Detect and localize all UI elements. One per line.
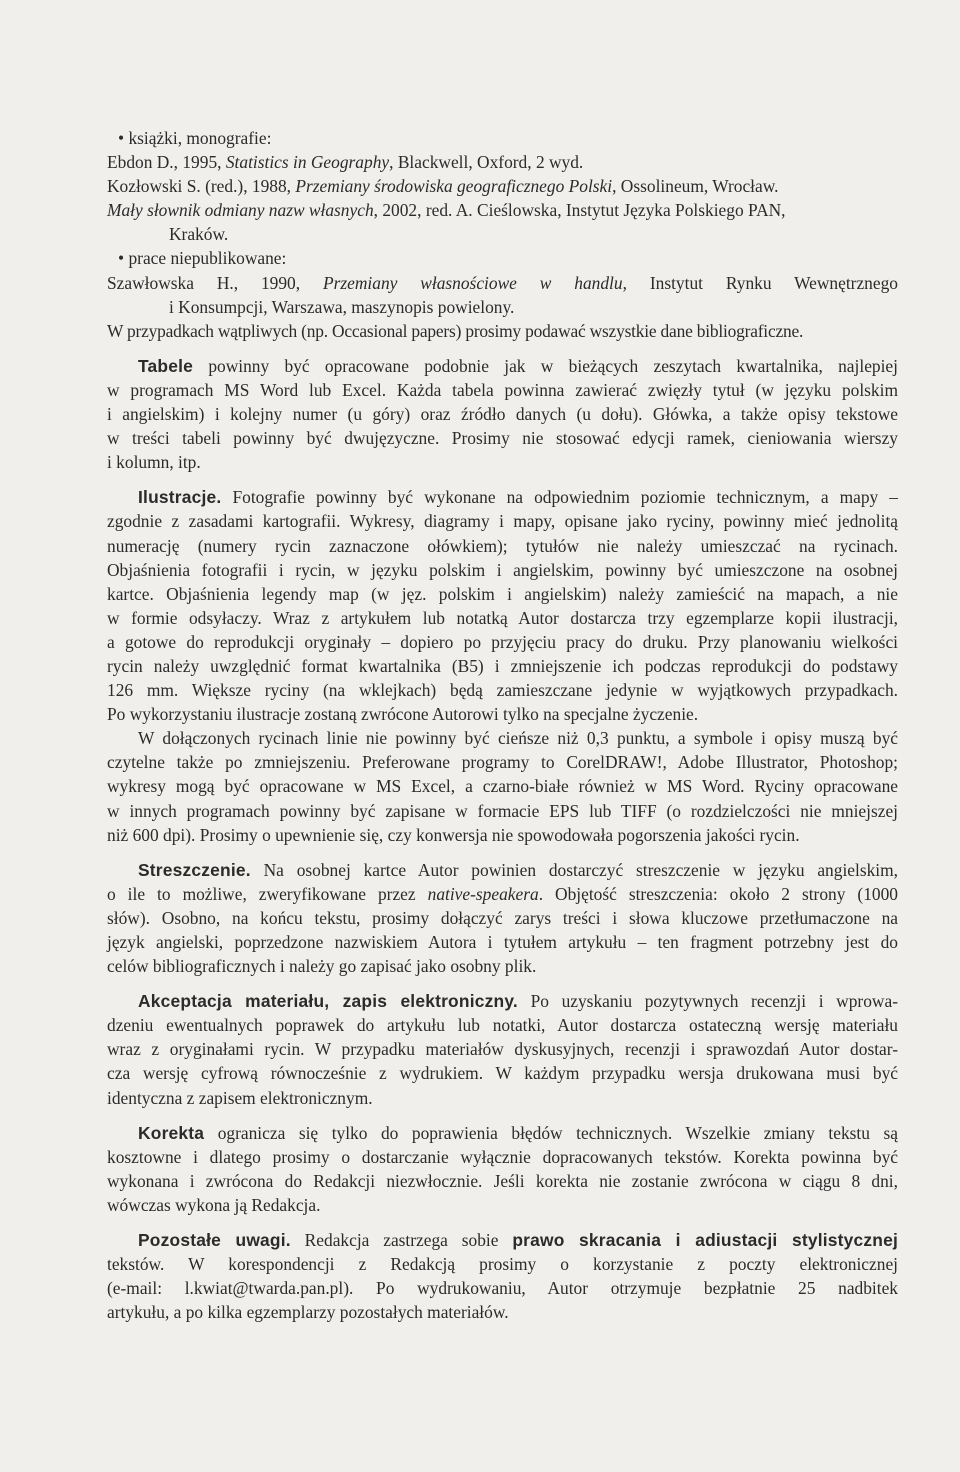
tables-line: i kolumn, itp. bbox=[107, 452, 201, 473]
illustrations-line: w innych programach powinny być zapisane w formacie EPS lub TIFF (o rozdzielczości nie mniejszej bbox=[107, 800, 898, 821]
correction-section bbox=[107, 1121, 898, 1217]
text-column bbox=[107, 126, 898, 1324]
illustrations-line: w formie odsyłaczy. Wraz z artykułem lub notatką Autor dostarcza trzy egzemplarze kopii ilustracji, bbox=[107, 607, 898, 628]
bib-entry: Ebdon D., 1995, Statistics in Geography, Blackwell, Oxford, 2 wyd. bbox=[107, 152, 584, 173]
bib-entry: Kozłowski S. (red.), 1988, Przemiany środowiska geograficznego Polski, Ossolineum, Wrocław. bbox=[107, 176, 779, 197]
illustrations-line: czytelne także po zmniejszeniu. Preferowane programy to CorelDRAW!, Adobe Illustrator, Photoshop; bbox=[107, 752, 898, 773]
acceptance-line: dzeniu ewentualnych poprawek do artykułu lub notatki, Autor dostarcza ostateczną wersję materiału bbox=[107, 1015, 898, 1036]
bib-title: Przemiany własnościowe w handlu bbox=[323, 272, 623, 293]
illustrations-line: a gotowe do reprodukcji oryginały – dopiero po przyjęciu pracy do druku. Przy planowaniu wielkości bbox=[107, 631, 898, 652]
bib-entry-continuation: i Konsumpcji, Warszawa, maszynopis powielony. bbox=[169, 296, 515, 317]
correction-heading: Korekta bbox=[138, 1122, 205, 1143]
illustrations-heading: Ilustracje. bbox=[138, 487, 222, 508]
correction-line: Korekta ogranicza się tylko do poprawienia błędów technicznych. Wszelkie zmiany tekstu są bbox=[138, 1122, 898, 1143]
correction-line: kosztowne i dlatego prosimy o dostarczanie wyłącznie dopracowanych tekstów. Korekta powinna być bbox=[107, 1146, 898, 1167]
acceptance-line: Akceptacja materiału, zapis elektroniczny. Po uzyskaniu pozytywnych recenzji i wprowa- bbox=[138, 991, 898, 1012]
illustrations-line: Objaśnienia fotografii i rycin, w języku polskim i angielskim, powinny być umieszczone na osobnej bbox=[107, 559, 898, 580]
illustrations-line: rycin należy uwzględnić format kwartalnika (B5) i zmniejszenie ich podczas reprodukcji do podstawy bbox=[107, 655, 898, 676]
remarks-line: tekstów. W korespondencji z Redakcją prosimy o korzystanie z poczty elektronicznej bbox=[107, 1254, 898, 1275]
unpublished-section bbox=[107, 246, 898, 342]
abstract-line: o ile to możliwe, zweryfikowane przez native-speakera. Objętość streszczenia: około 2 strony (1000 bbox=[107, 883, 898, 904]
bib-title: Statistics in Geography bbox=[225, 152, 390, 173]
abstract-heading: Streszczenie. bbox=[138, 859, 251, 880]
acceptance-line: identyczna z zapisem elektronicznym. bbox=[107, 1087, 373, 1108]
acceptance-line: wraz z oryginałami rycin. W przypadku materiałów dyskusyjnych, recenzji i sprawozdań Autor dostar- bbox=[107, 1039, 898, 1060]
bullet: • bbox=[118, 128, 125, 148]
tables-line: i angielskim) i kolejny numer (u góry) oraz źródło danych (u dołu). Główka, a także opisy tekstowe bbox=[107, 404, 898, 425]
tables-line: Tabele powinny być opracowane podobnie jak w bieżących zeszytach kwartalnika, najlepiej bbox=[138, 355, 898, 376]
correction-line: wówczas wykona ją Redakcja. bbox=[107, 1194, 321, 1215]
illustrations-line: W dołączonych rycinach linie nie powinny być cieńsze niż 0,3 punktu, a symbole i opisy muszą być bbox=[138, 728, 898, 749]
abstract-line: celów bibliograficznych i należy go zapisać jako osobny plik. bbox=[107, 956, 537, 977]
acceptance-line: cza wersję cyfrową równocześnie z wydrukiem. W każdym przypadku wersja drukowana musi być bbox=[107, 1063, 898, 1084]
illustrations-line: Ilustracje. Fotografie powinny być wykonane na odpowiednim poziomie technicznym, a mapy – bbox=[138, 487, 898, 508]
remarks-line: (e-mail: l.kwiat@twarda.pan.pl). Po wydrukowaniu, Autor otrzymuje bezpłatnie 25 nadbitek bbox=[107, 1278, 898, 1299]
bib-entry: Mały słownik odmiany nazw własnych, 2002, red. A. Cieślowska, Instytut Języka Polskiego PAN, bbox=[107, 200, 786, 221]
correction-line: wykonana i zwrócona do Redakcji niezwłocznie. Jeśli korekta nie zostanie zwrócona w ciągu 8 dni, bbox=[107, 1170, 898, 1191]
remarks-emphasis: prawo skracania i adiustacji stylistycznej bbox=[512, 1230, 898, 1251]
bib-title: Przemiany środowiska geograficznego Polski bbox=[295, 176, 613, 197]
tables-heading: Tabele bbox=[138, 355, 194, 376]
tables-section bbox=[107, 354, 898, 474]
abstract-line: język angielski, poprzedzone nazwiskiem Autora i tytułem artykułu – ten fragment potrzebny jest do bbox=[107, 932, 898, 952]
unpublished-heading: prace niepublikowane: bbox=[128, 248, 287, 269]
illustrations-section bbox=[107, 485, 898, 846]
tables-line: w programach MS Word lub Excel. Każda tabela powinna zawierać zwięzły tytuł (w języku polskim bbox=[107, 379, 898, 400]
abstract-line: słów). Osobno, na końcu tekstu, prosimy dołączyć zarys treści i słowa kluczowe przetłumaczone na bbox=[107, 907, 898, 928]
bibliography-note: W przypadkach wątpliwych (np. Occasional papers) prosimy podawać wszystkie dane bibliograficzne. bbox=[107, 320, 804, 341]
tables-line: w treści tabeli powinny być dwujęzyczne. Prosimy nie stosować edycji ramek, cieniowania wierszy bbox=[107, 428, 898, 449]
illustrations-line: numerację (numery rycin zaznaczone ołówkiem); tytułów nie należy umieszczać na rycinach. bbox=[107, 535, 898, 556]
unpublished-heading-line bbox=[107, 246, 898, 270]
abstract-section bbox=[107, 858, 898, 978]
bib-title: Mały słownik odmiany nazw własnych bbox=[107, 200, 374, 221]
remarks-line: Pozostałe uwagi. Redakcja zastrzega sobie prawo skracania i adiustacji stylistycznej bbox=[138, 1230, 898, 1251]
bib-entry: Szawłowska H., 1990, Przemiany własnościowe w handlu, Instytut Rynku Wewnętrznego bbox=[107, 272, 898, 293]
illustrations-line: zgodnie z zasadami kartografii. Wykresy, diagramy i mapy, opisane jako ryciny, powinny mieć jednolitą bbox=[107, 511, 898, 532]
bullet: • bbox=[118, 248, 125, 269]
books-heading-line bbox=[107, 126, 898, 150]
illustrations-line: wykresy mogą być opracowane w MS Excel, a czarno-białe również w MS Word. Ryciny opracowane bbox=[107, 776, 898, 797]
remarks-line: artykułu, a po kilka egzemplarzy pozostałych materiałów. bbox=[107, 1302, 509, 1323]
remarks-heading: Pozostałe uwagi. bbox=[138, 1230, 291, 1251]
illustrations-line: Po wykorzystaniu ilustracje zostaną zwrócone Autorowi tylko na specjalne życzenie. bbox=[107, 704, 699, 725]
books-section bbox=[107, 126, 898, 246]
illustrations-line: 126 mm. Większe ryciny (na wklejkach) będą zamieszczane jedynie w wyjątkowych przypadkach. bbox=[107, 680, 898, 701]
illustrations-line: niż 600 dpi). Prosimy o upewnienie się, czy konwersja nie spowodowała pogorszenia jakości rycin. bbox=[107, 824, 800, 845]
books-heading: książki, monografie: bbox=[128, 128, 272, 148]
abstract-line: Streszczenie. Na osobnej kartce Autor powinien dostarczyć streszczenie w języku angielskim, bbox=[138, 859, 898, 880]
acceptance-section bbox=[107, 989, 898, 1109]
acceptance-heading: Akceptacja materiału, zapis elektroniczny. bbox=[138, 991, 518, 1012]
remarks-section bbox=[107, 1228, 898, 1324]
illustrations-line: kartce. Objaśnienia legendy map (w jęz. polskim i angielskim) należy zamieścić na mapach, a nie bbox=[107, 583, 898, 604]
bib-entry-continuation: Kraków. bbox=[169, 224, 229, 245]
